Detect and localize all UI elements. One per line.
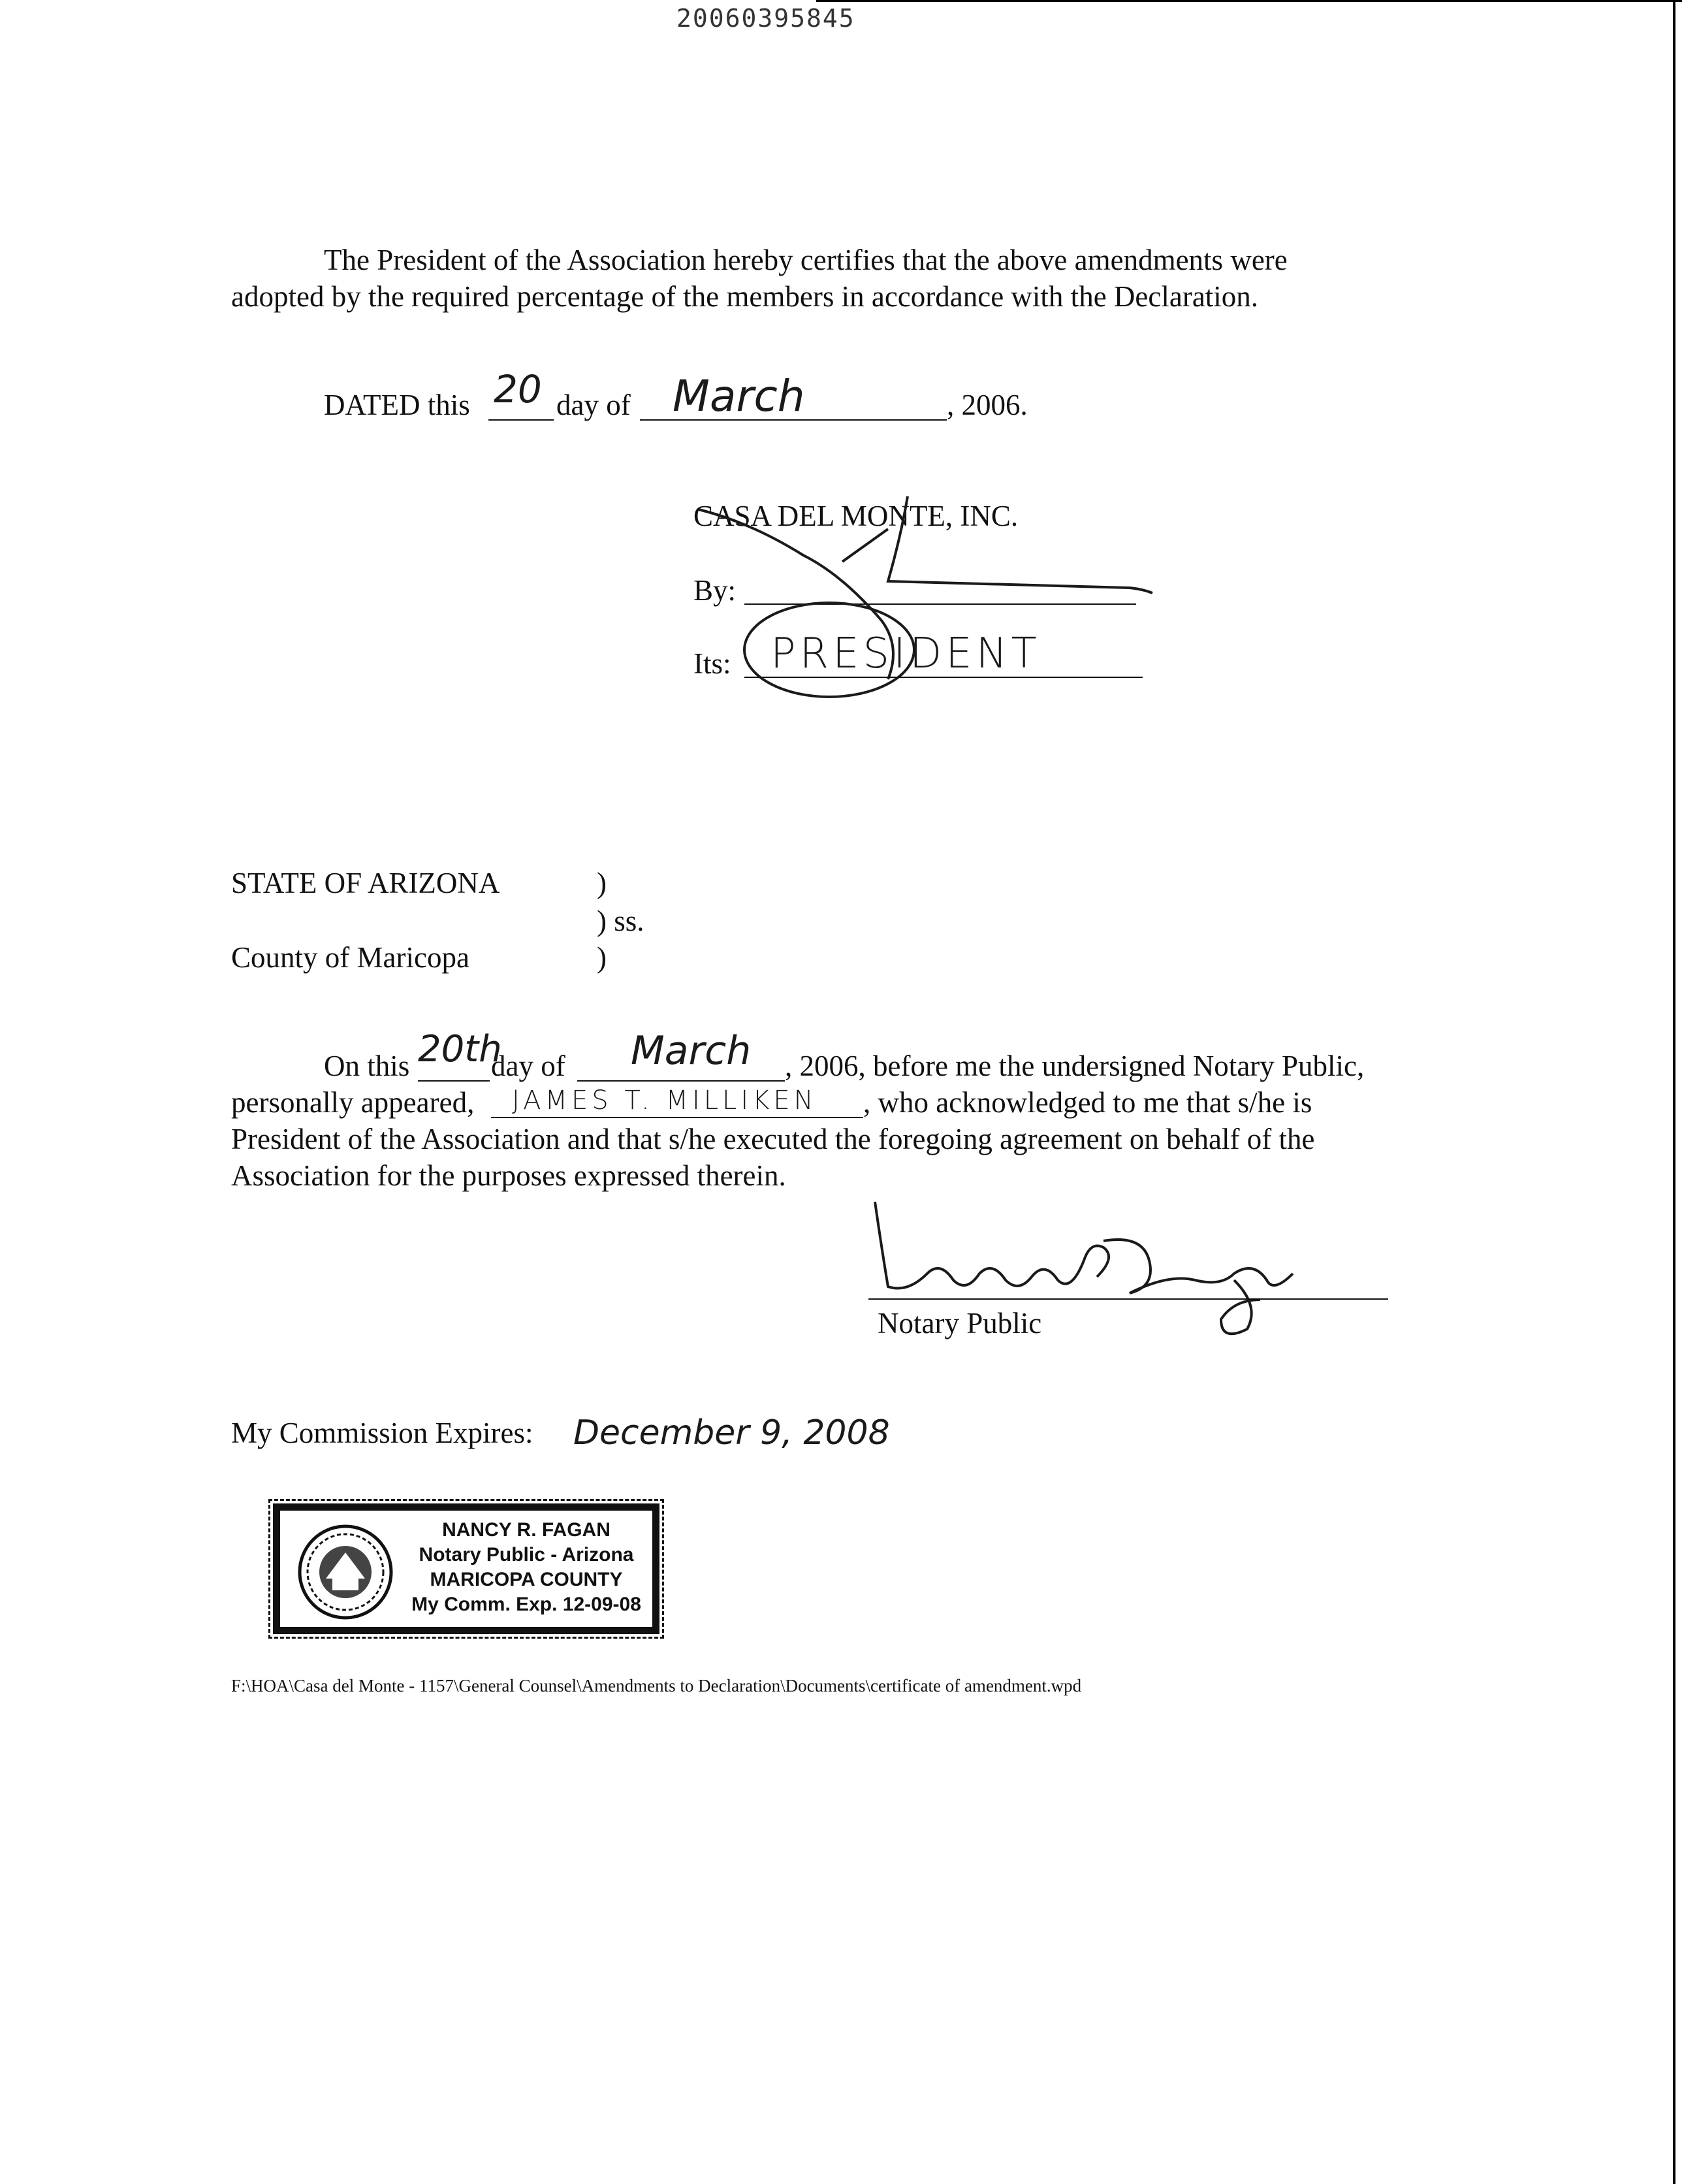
certification-line-1: The President of the Association hereby certifies that the above amendments were (324, 244, 1288, 276)
ack-month-handwritten: March (631, 1028, 752, 1074)
county-label: County of Maricopa (231, 941, 469, 974)
paren-1: ) (597, 867, 607, 899)
state-seal-icon (296, 1523, 394, 1621)
ack-line-3: President of the Association and that s/he executed the foregoing agreement on behalf of the (231, 1123, 1315, 1155)
president-signature (673, 483, 1169, 699)
document-number: 20060395845 (676, 4, 855, 33)
stamp-title: Notary Public - Arizona (419, 1544, 634, 1566)
commission-label: My Commission Expires: (231, 1417, 533, 1449)
ack-name-handwritten: JAMES T. MILLIKEN (512, 1085, 817, 1116)
ack-line-4: Association for the purposes expressed therein. (231, 1159, 786, 1192)
ack-month-blank (577, 1080, 785, 1082)
state-label: STATE OF ARIZONA (231, 867, 500, 899)
ack-day-handwritten: 20th (418, 1028, 502, 1070)
scan-right-edge (1673, 0, 1675, 2184)
dated-prefix: DATED this (324, 389, 470, 421)
ack-line-1-rest: , 2006, before me the undersigned Notary Public, (785, 1050, 1365, 1082)
ack-personally-appeared: personally appeared, (231, 1086, 475, 1119)
its-label: Its: (693, 647, 731, 680)
company-name: CASA DEL MONTE, INC. (693, 500, 1019, 532)
dated-month-handwritten: March (673, 371, 805, 421)
ack-day-of: day of (491, 1050, 565, 1082)
paren-3: ) (597, 941, 607, 974)
dated-day-of: day of (556, 389, 631, 421)
dated-day-handwritten: 20 (494, 367, 542, 411)
ack-on-this: On this (324, 1050, 410, 1082)
ack-line-2-rest: , who acknowledged to me that s/he is (863, 1086, 1312, 1119)
commission-handwritten: December 9, 2008 (573, 1413, 890, 1453)
file-path-footer: F:\HOA\Casa del Monte - 1157\General Counsel\Amendments to Declaration\Documents\certificate of amendment.wpd (231, 1676, 1082, 1695)
notary-signature-line (868, 1298, 1388, 1300)
ack-name-blank (491, 1117, 863, 1118)
ack-day-blank (418, 1080, 490, 1082)
scan-top-edge (816, 0, 1682, 2)
dated-year: , 2006. (947, 389, 1028, 421)
stamp-expiry: My Comm. Exp. 12-09-08 (411, 1594, 641, 1615)
notary-stamp (273, 1503, 659, 1634)
certification-line-2: adopted by the required percentage of the members in accordance with the Declaration. (231, 280, 1259, 313)
notary-public-label: Notary Public (878, 1307, 1042, 1340)
dated-day-blank (488, 419, 554, 421)
ss-label: ) ss. (597, 905, 644, 937)
by-label: By: (693, 574, 737, 607)
stamp-name: NANCY R. FAGAN (442, 1519, 611, 1541)
its-handwritten: PRESIDENT (770, 630, 1041, 678)
stamp-county: MARICOPA COUNTY (430, 1569, 623, 1590)
